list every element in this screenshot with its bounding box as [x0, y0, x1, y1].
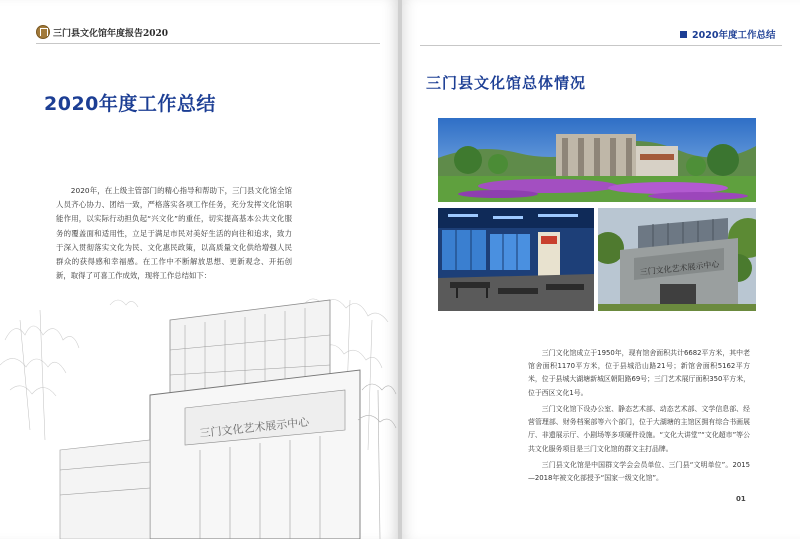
report-header-title: 三门县文化馆年度报告2020: [53, 29, 169, 39]
report-logo-icon: [36, 25, 50, 39]
photo-building-sign: 三门文化艺术展示中心: [639, 259, 720, 277]
page-title: 2020年度工作总结: [44, 93, 216, 115]
photo-art-center-building: [598, 208, 756, 311]
section-title: 三门县文化馆总体情况: [426, 74, 587, 92]
header-marker-icon: [680, 31, 687, 38]
building-sketch-illustration: [0, 280, 398, 539]
description-paragraph-1: 三门文化馆成立于1950年，现有馆舍面积共计6682平方米，其中老馆舍面积1170平方米，位于县城沿山路21号；新馆舍面积5162平方米，位于县城大湖塘新城区朝阳路69号；三门艺术展厅面积350平方米，位于西区文化1号。: [528, 349, 750, 397]
description-paragraph-2: 三门文化馆下设办公室、静态艺术部、动态艺术部、文学信息部、经营管理部、财务档案部等六个部门，位于大湖塘的主馆区拥有综合书画展厅、非遗展示厅、小剧场等多项硬件设施。“文化大讲堂”“文化超市”等公共文化服务项目是三门文化馆的群文主打品牌。: [528, 405, 750, 453]
header-divider: [420, 45, 782, 46]
header-divider: [36, 43, 380, 44]
photo-culture-center-exterior: [438, 118, 756, 202]
intro-paragraph: 2020年，在上级主管部门的精心指导和帮助下，三门县文化馆全馆人员齐心协力、团结一致，严格落实各项工作任务，充分发挥文化馆职能作用，以实际行动担负起“兴文化”的重任，切实提高基本公共文化服务的覆盖面和适用性，立足于满足市民对美好生活的向往和追求，致力于深入贯彻落实文化为民、文化惠民政策，以高质量文化供给增强人民群众的获得感和幸福感。在工作中不断解放思想、更新观念、开拓创新，取得了可喜工作成效，现将工作总结如下：: [56, 186, 292, 281]
right-header-title: 2020年度工作总结: [692, 30, 776, 41]
right-page: [402, 0, 800, 539]
left-page: [0, 0, 398, 539]
page-number: 01: [736, 495, 746, 503]
sketch-sign-text: 三门文化艺术展示中心: [198, 415, 310, 440]
photo-exhibition-hall-interior: [438, 208, 594, 311]
description-paragraph-3: 三门县文化馆是中国群文学会会员单位、三门县“文明单位”。2015—2018年被文化部授予“国家一级文化馆”。: [528, 461, 750, 483]
